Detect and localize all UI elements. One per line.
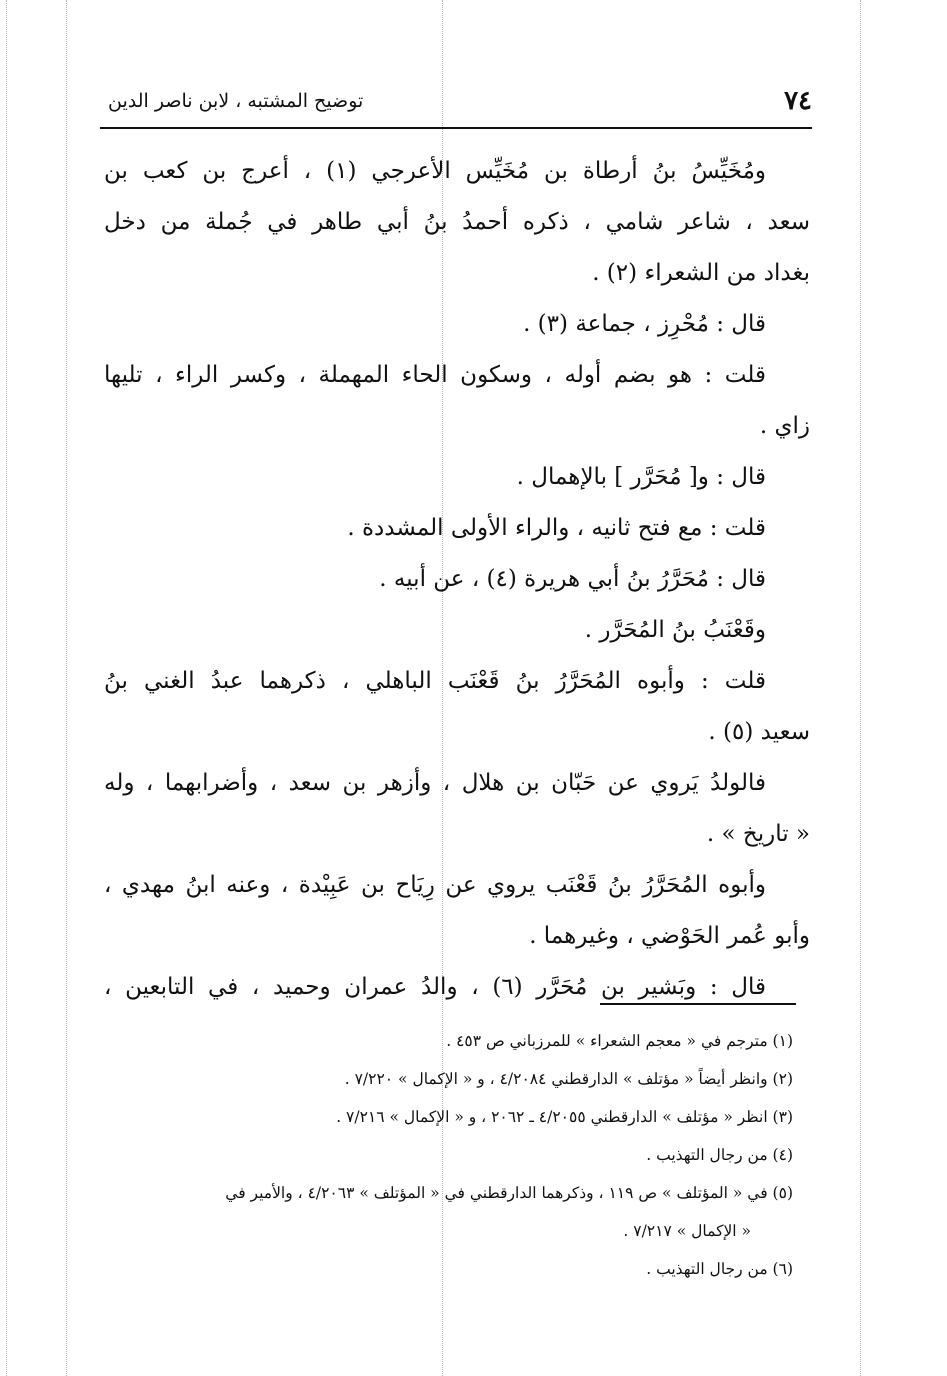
text-line: قال : مُحَرَّرُ بنُ أبي هريرة (٤) ، عن أبيه . — [379, 566, 766, 592]
text-line: ومُخَيِّسُ بنُ أرطاة بن مُخَيِّس الأعرجي (١) ، أعرج بن كعب بن — [104, 158, 766, 184]
text-line: قلت : هو بضم أوله ، وسكون الحاء المهملة ، وكسر الراء ، تليها — [104, 362, 766, 388]
text-line: زاي . — [759, 413, 810, 439]
scan-guide-line — [6, 0, 7, 1376]
footnote: (٣) انظر « مؤتلف » الدارقطني ٤/٢٠٥٥ ـ ٢٠٦٢ ، و « الإكمال » ٧/٢١٦ . — [336, 1108, 793, 1126]
footnotes — [100, 1022, 793, 1288]
footnote: (٦) من رجال التهذيب . — [646, 1260, 793, 1278]
text-line: قال : وبَشير بن مُحَرَّر (٦) ، والدُ عمران وحميد ، في التابعين ، — [104, 974, 766, 1000]
text-line: وأبوه المُحَرَّرُ بنُ قَعْنَب يروي عن رِيَاح بن عَبِيْدة ، وعنه ابنُ مهدي ، — [104, 872, 766, 898]
footnote-divider — [600, 1003, 796, 1005]
text-line: قلت : مع فتح ثانيه ، والراء الأولى المشددة . — [347, 515, 766, 541]
text-line: « تاريخ » . — [706, 821, 810, 847]
text-line: وأبو عُمر الحَوْضي ، وغيرهما . — [529, 923, 810, 949]
text-line: قلت : وأبوه المُحَرَّرُ بنُ قَعْنَب الباهلي ، ذكرهما عبدُ الغني بنُ — [104, 668, 766, 694]
text-line: قال : مُحْرِز ، جماعة (٣) . — [523, 311, 766, 337]
footnote: (١) مترجم في « معجم الشعراء » للمرزباني ص ٤٥٣ . — [446, 1032, 793, 1050]
page-number: ٧٤ — [784, 86, 812, 116]
scan-guide-line — [66, 0, 67, 1376]
header-divider — [100, 127, 812, 129]
main-text — [104, 146, 810, 1013]
scan-guide-line — [860, 0, 861, 1376]
footnote-continuation: « الإكمال » ٧/٢١٧ . — [623, 1222, 751, 1240]
page-header — [100, 80, 812, 126]
running-title: توضيح المشتبه ، لابن ناصر الدين — [108, 90, 364, 112]
text-line: قال : و[ مُحَرَّر ] بالإهمال . — [516, 464, 766, 490]
text-line: سعد ، شاعر شامي ، ذكره أحمدُ بنُ أبي طاهر في جُملة من دخل — [104, 209, 810, 235]
footnote: (٤) من رجال التهذيب . — [646, 1146, 793, 1164]
footnote: (٥) في « المؤتلف » ص ١١٩ ، وذكرهما الدارقطني في « المؤتلف » ٤/٢٠٦٣ ، والأمير في — [225, 1184, 793, 1202]
footnote: (٢) وانظر أيضاً « مؤتلف » الدارقطني ٤/٢٠٨٤ ، و « الإكمال » ٧/٢٢٠ . — [344, 1070, 793, 1088]
text-line: بغداد من الشعراء (٢) . — [592, 260, 810, 286]
text-line: وقَعْنَبُ بنُ المُحَرَّر . — [584, 617, 766, 643]
text-line: فالولدُ يَروي عن حَبّان بن هلال ، وأزهر بن سعد ، وأضرابهما ، وله — [104, 770, 766, 796]
text-line: سعيد (٥) . — [708, 719, 810, 745]
